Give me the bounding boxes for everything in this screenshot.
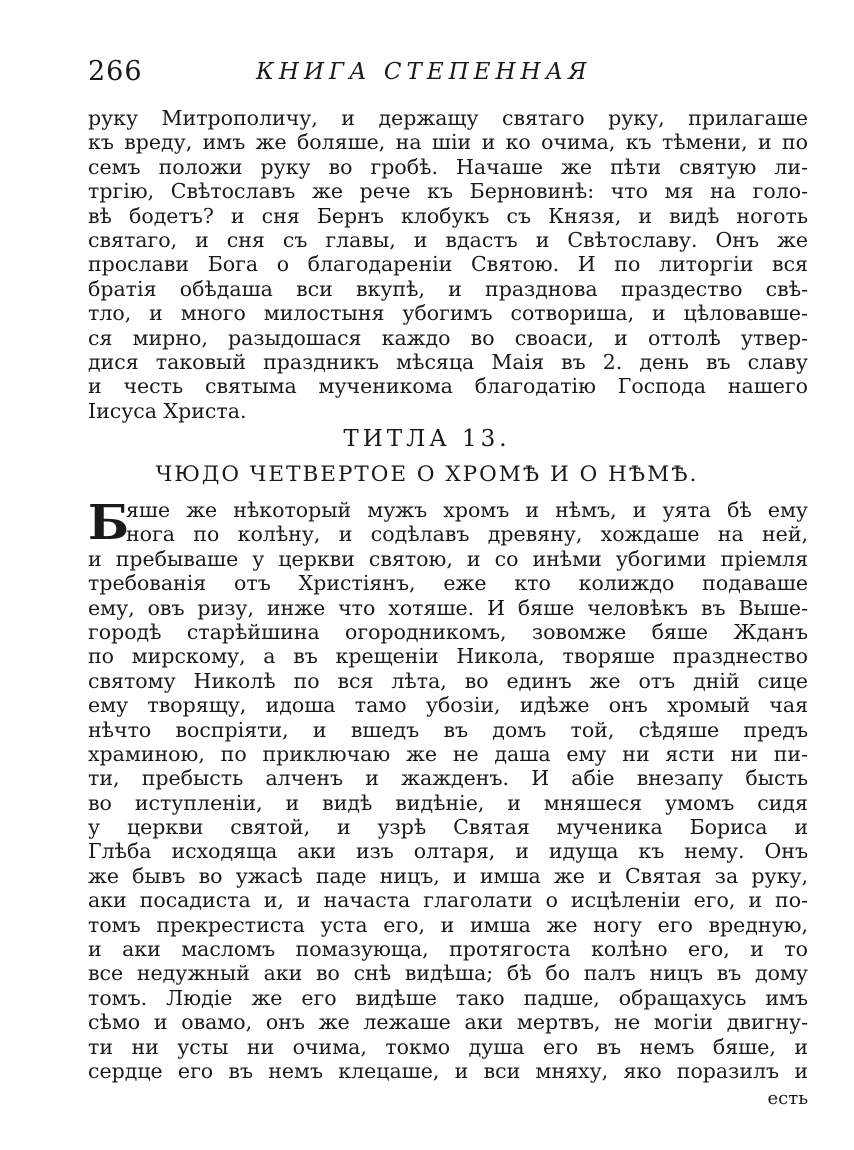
text-line: къ вреду, имъ же боляше, на шіи и ко очима, къ тѣмени, и по [88, 130, 808, 155]
text-line: вѣ бодетъ? и сня Бернъ клобукъ съ Князя, и видѣ ноготь [88, 203, 808, 228]
chapter-title: ТИТЛА 13. [343, 426, 511, 452]
catchword: есть [767, 1088, 808, 1109]
text-line: ти, пребысть алченъ и жажденъ. И абіе внезапу бысть [88, 766, 808, 791]
text-line: семъ положи руку во гробѣ. Начаше же пѣти святую ли- [88, 154, 808, 179]
text-line: по мирскому, а въ крещеніи Никола, творяше празднество [88, 644, 808, 669]
text-line: сердце его въ немъ клецаше, и вси мняху, яко поразилъ и [88, 1058, 808, 1083]
text-line: во иступленіи, и видѣ видѣніе, и мняшеся умомъ сидя [88, 790, 808, 815]
running-head-title: КНИГА СТЕПЕННАЯ [256, 59, 592, 85]
text-line: требованія отъ Христіянъ, еже кто колиждо подаваше [88, 571, 808, 596]
text-line: святаго, и сня съ главы, и вдастъ и Свѣтославу. Онъ же [88, 227, 808, 252]
text-line: яше же нѣкоторый мужъ хромъ и нѣмъ, и уята бѣ ему [126, 498, 808, 522]
text-line: же бывъ во ужасѣ паде ницъ, и имша же и Святая за руку, [88, 863, 808, 888]
chapter-paragraph [88, 495, 808, 1083]
text-line: аки посадиста и, и начаста глаголати о исцѣленіи его, и по- [88, 888, 808, 913]
text-line: ему, овъ ризу, инже что хотяше. И бяше человѣкъ въ Выше- [88, 595, 808, 620]
text-line: святому Николѣ по вся лѣта, во единъ же отъ дній сице [88, 668, 808, 693]
running-head [88, 56, 808, 92]
drop-cap: Б [88, 495, 130, 551]
text-line: томъ. Людіе же его видѣше тако падше, обращахусь имъ [88, 985, 808, 1010]
text-line: у церкви святой, и узрѣ Святая мученика Бориса и [88, 815, 808, 840]
text-line: Глѣба исходяща аки изъ олтаря, и идуща къ нему. Онъ [88, 839, 808, 864]
text-line: томъ прекрестиста уста его, и имша же ногу его вредную, [88, 912, 808, 937]
text-line: сѣмо и овамо, онъ же лежаше аки мертвъ, не могіи двигну- [88, 1010, 808, 1035]
text-line: все недужный аки во снѣ видѣша; бѣ бо палъ ницъ въ дому [88, 961, 808, 986]
text-line: городѣ старѣйшина огородникомъ, зовомже бяше Жданъ [88, 619, 808, 644]
text-line: руку Митрополичу, и держащу святаго руку, прилагаше [88, 106, 808, 130]
text-line: братія обѣдаша вси вкупѣ, и празднова праздество свѣ- [88, 276, 808, 301]
text-line: тло, и много милостыня убогимъ сотвориша, и цѣловавше- [88, 301, 808, 326]
text-line: и пребываше у церкви святою, и со инѣми убогими пріемля [88, 546, 808, 571]
paragraph-continuation [88, 106, 808, 423]
text-line: нѣчто воспріяти, и вшедъ въ домъ той, сѣдяше предъ [88, 717, 808, 742]
text-line: ти ни усты ни очима, токмо душа его въ немъ бяше, и [88, 1034, 808, 1059]
chapter-subtitle: ЧЮДО ЧЕТВЕРТОЕ О ХРОМѢ И О НѢМѢ. [155, 462, 699, 487]
text-line: дися таковый праздникъ мѣсяца Маія въ 2. день въ славу [88, 349, 808, 374]
text-line: тргію, Свѣтославъ же рече къ Берновинѣ: что мя на голо- [88, 179, 808, 204]
text-line: нога по колѣну, и содѣлавъ древяну, хождаше на ней, [126, 522, 808, 547]
page-number: 266 [88, 56, 143, 87]
text-line: храминою, по приключаю же не даша ему ни ясти ни пи- [88, 741, 808, 766]
text-line: и честь святыма мученикома благодатію Господа нашего [88, 374, 808, 399]
text-line: прослави Бога о благодареніи Святою. И по литоргіи вся [88, 252, 808, 277]
text-line: ся мирно, разыдошася каждо во своаси, и оттолѣ утвер- [88, 325, 808, 350]
text-line: и аки масломъ помазующа, протягоста колѣно его, и то [88, 937, 808, 962]
text-line: ему творящу, идоша тамо убозіи, идѣже онъ хромый чая [88, 693, 808, 718]
text-line: Іисуса Христа. [88, 398, 247, 423]
